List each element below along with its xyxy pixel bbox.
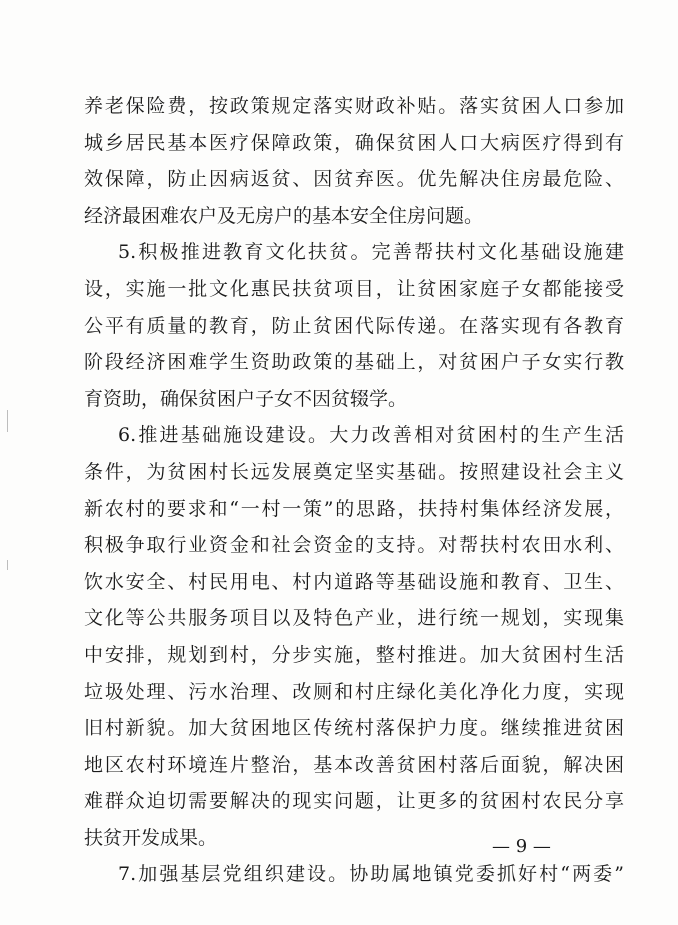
- text-line-section-6-heading: 6.推进基础施设建设。大力改善相对贫困村的生产生活: [118, 424, 624, 447]
- text-line-section-7-heading: 7.加强基层党组织建设。协助属地镇党委抓好村“两委”: [118, 863, 624, 886]
- scan-edge-mark: [7, 410, 8, 432]
- text-line: 扶贫开发成果。: [84, 826, 218, 849]
- document-body: [84, 88, 624, 893]
- text-line: 效保障，防止因病返贫、因贫弃医。优先解决住房最危险、: [84, 168, 624, 191]
- text-line: 难群众迫切需要解决的现实问题，让更多的贫困村农民分享: [84, 790, 624, 813]
- text-line: 育资助，确保贫困户子女不因贫辍学。: [84, 387, 408, 410]
- text-line: 条件，为贫困村长远发展奠定坚实基础。按照建设社会主义: [84, 460, 624, 483]
- text-line: 阶段经济困难学生资助政策的基础上，对贫困户子女实行教: [84, 351, 624, 374]
- text-line: 积极争取行业资金和社会资金的支持。对帮扶村农田水利、: [84, 534, 624, 557]
- text-line: 养老保险费，按政策规定落实财政补贴。落实贫困人口参加: [84, 95, 624, 117]
- text-line: 地区农村环境连片整治，基本改善贫困村落后面貌，解决困: [84, 753, 624, 776]
- scan-edge-mark: [7, 560, 8, 570]
- text-line-section-5-heading: 5.积极推进教育文化扶贫。完善帮扶村文化基础设施建: [118, 241, 624, 264]
- text-line: 新农村的要求和“一村一策”的思路，扶持村集体经济发展，: [84, 497, 624, 520]
- text-line: 公平有质量的教育，防止贫困代际传递。在落实现有各教育: [84, 314, 624, 337]
- text-line: 旧村新貌。加大贫困地区传统村落保护力度。继续推进贫困: [84, 717, 624, 740]
- text-line: 设，实施一批文化惠民扶贫项目，让贫困家庭子女都能接受: [84, 277, 624, 300]
- text-line: 城乡居民基本医疗保障政策，确保贫困人口大病医疗得到有: [84, 131, 624, 154]
- text-line: 经济最困难农户及无房户的基本安全住房问题。: [84, 204, 484, 227]
- page-number: — 9 —: [492, 836, 551, 857]
- text-line: 中安排，规划到村，分步实施，整村推进。加大贫困村生活: [84, 643, 624, 666]
- text-line: 文化等公共服务项目以及特色产业，进行统一规划，实现集: [84, 607, 624, 630]
- text-line: 垃圾处理、污水治理、改厕和村庄绿化美化净化力度，实现: [84, 680, 624, 703]
- text-line: 饮水安全、村民用电、村内道路等基础设施和教育、卫生、: [84, 570, 624, 593]
